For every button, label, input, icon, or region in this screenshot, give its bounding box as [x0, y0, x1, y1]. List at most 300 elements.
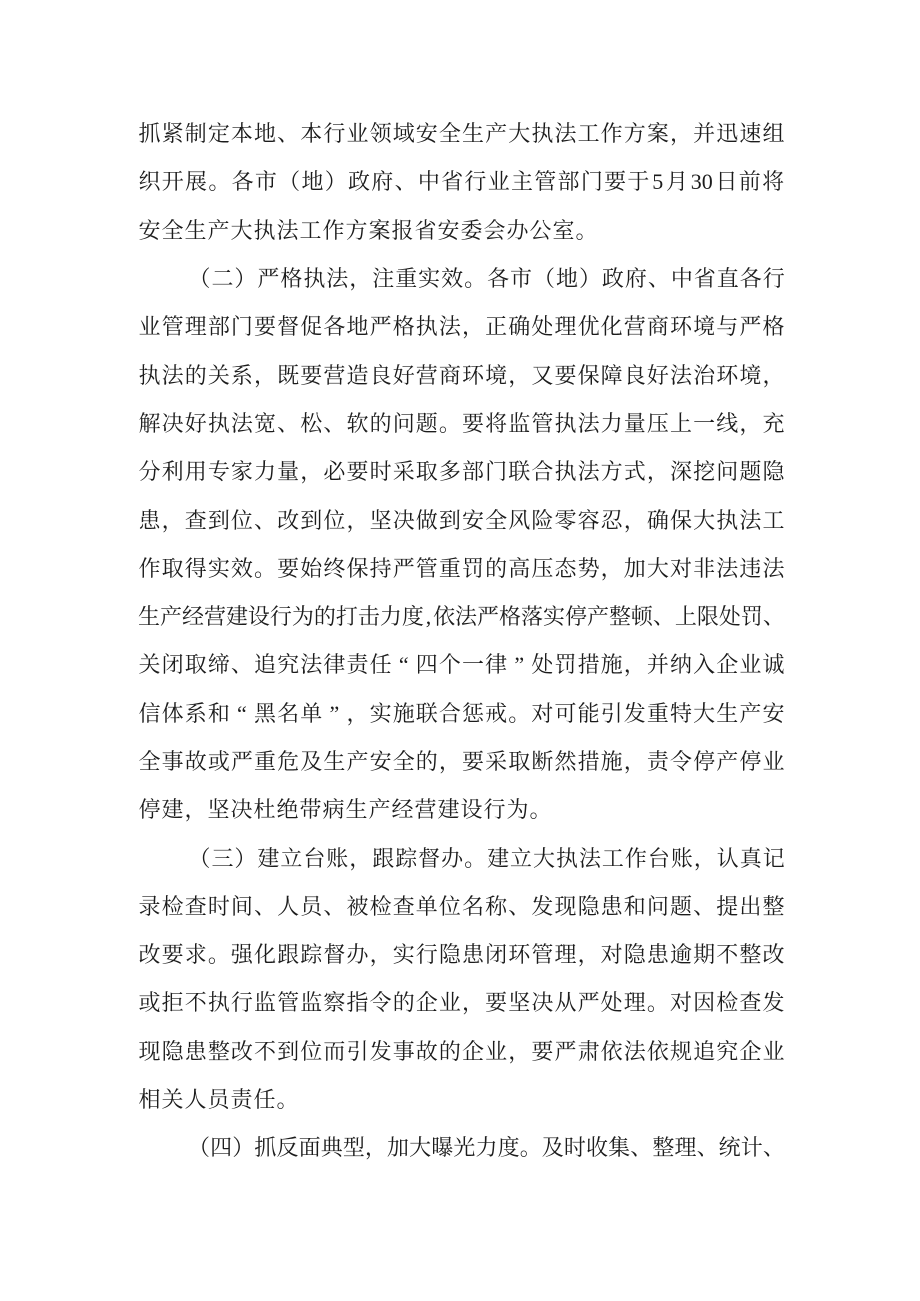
- character-cell: 重: [646, 700, 669, 726]
- character-cell: 停: [739, 749, 762, 774]
- character-cell: “: [398, 652, 409, 678]
- character-cell: 黑: [254, 700, 277, 726]
- character-cell: 严: [230, 749, 253, 774]
- character-cell: 全: [485, 507, 508, 533]
- character-cell: 产: [739, 700, 762, 726]
- character-cell: 事: [392, 1038, 415, 1064]
- character-cell: 营: [203, 604, 226, 630]
- text-line: [138, 931, 785, 979]
- text-line: [138, 1076, 785, 1124]
- character-cell: 企: [716, 652, 739, 678]
- character-cell: 案: [368, 217, 391, 243]
- character-cell: 与: [716, 314, 739, 340]
- character-cell: ，: [600, 555, 623, 581]
- character-cell: 紧: [161, 121, 184, 147]
- character-cell: 位: [230, 507, 253, 533]
- character-cell: 分: [138, 459, 161, 485]
- character-cell: 统: [718, 1135, 741, 1161]
- character-cell: 法: [554, 121, 577, 147]
- character-cell: 加: [623, 555, 646, 581]
- character-cell: 指: [346, 990, 369, 1016]
- character-cell: 理: [554, 314, 577, 340]
- character-cell: 四: [415, 652, 438, 678]
- character-cell: 企: [415, 990, 438, 1016]
- character-cell: 要: [300, 362, 323, 388]
- character-cell: 要: [604, 169, 627, 195]
- character-cell: 被: [346, 893, 369, 919]
- character-cell: 令: [670, 749, 693, 774]
- character-cell: 对: [670, 990, 693, 1016]
- character-cell: 。: [276, 1087, 299, 1113]
- character-cell: ，: [623, 749, 646, 774]
- text-line: [138, 496, 785, 544]
- character-cell: 采: [485, 749, 508, 774]
- character-cell: 到: [207, 507, 230, 533]
- character-cell: 追: [693, 1038, 716, 1064]
- character-cell: 产: [207, 217, 230, 243]
- character-cell: 安: [369, 749, 392, 774]
- character-cell: 执: [207, 410, 230, 436]
- character-cell: 相: [138, 1087, 161, 1113]
- character-cell: 执: [531, 121, 554, 147]
- character-cell: 击: [357, 604, 380, 630]
- character-cell: 执: [555, 845, 578, 871]
- character-cell: 立: [510, 845, 533, 871]
- character-cell: 合: [531, 459, 554, 485]
- character-cell: 领: [369, 121, 392, 147]
- character-cell: 安: [437, 217, 460, 243]
- character-cell: 坚: [508, 990, 531, 1016]
- character-cell: 严: [554, 1038, 577, 1064]
- character-cell: 措: [577, 749, 600, 774]
- text-line: [138, 400, 785, 448]
- character-cell: 产: [586, 604, 609, 630]
- character-cell: 风: [508, 507, 531, 533]
- text-line: [138, 593, 785, 641]
- character-cell: ，: [184, 797, 207, 823]
- character-cell: 要: [485, 990, 508, 1016]
- character-cell: 压: [646, 410, 669, 436]
- character-cell: 环: [462, 362, 485, 388]
- character-cell: 办: [346, 942, 369, 968]
- character-cell: ）: [578, 266, 601, 292]
- character-cell: 带: [299, 797, 322, 823]
- character-cell: 反: [276, 1135, 299, 1161]
- character-cell: 改: [230, 1038, 253, 1064]
- character-cell: 力: [475, 1135, 498, 1161]
- character-cell: 、: [277, 410, 300, 436]
- character-cell: 。: [529, 797, 552, 823]
- character-cell: 直: [716, 266, 739, 292]
- character-cell: 法: [161, 362, 184, 388]
- character-cell: 中: [417, 169, 440, 195]
- character-cell: 法: [300, 652, 323, 678]
- character-cell: 停: [693, 749, 716, 774]
- character-cell: 执: [415, 314, 438, 340]
- character-cell: 不: [716, 942, 739, 968]
- character-cell: 法: [670, 362, 693, 388]
- character-cell: 改: [762, 942, 785, 968]
- character-cell: 工: [299, 217, 322, 243]
- character-cell: 环: [716, 362, 739, 388]
- character-cell: 要: [346, 459, 369, 485]
- character-cell: 安: [762, 700, 785, 726]
- character-cell: 委: [460, 217, 483, 243]
- character-cell: 时: [563, 1135, 586, 1161]
- character-cell: 台: [303, 845, 326, 871]
- text-line: [138, 786, 785, 834]
- character-cell: 专: [207, 459, 230, 485]
- character-cell: ，: [462, 314, 485, 340]
- character-cell: 到: [438, 507, 461, 533]
- character-cell: 建: [161, 797, 184, 823]
- character-cell: 法: [230, 410, 253, 436]
- character-cell: 量: [623, 410, 646, 436]
- character-cell: 实: [392, 942, 415, 968]
- character-cell: 营: [323, 362, 346, 388]
- character-cell: 现: [554, 893, 577, 919]
- character-cell: 杜: [253, 797, 276, 823]
- character-cell: 可: [554, 700, 577, 726]
- character-cell: 或: [207, 749, 230, 774]
- character-cell: 追: [254, 652, 277, 678]
- character-cell: 部: [462, 459, 485, 485]
- character-cell: 取: [508, 749, 531, 774]
- character-cell: 纳: [670, 652, 693, 678]
- character-cell: 出: [739, 893, 762, 919]
- character-cell: 、: [230, 652, 253, 678]
- character-cell: 本: [230, 121, 253, 147]
- character-cell: 造: [346, 362, 369, 388]
- character-cell: 患: [646, 942, 669, 968]
- character-cell: ，: [646, 459, 669, 485]
- character-cell: 设: [247, 604, 270, 630]
- character-cell: 业: [438, 990, 461, 1016]
- character-cell: 查: [739, 990, 762, 1016]
- character-cell: 报: [391, 217, 414, 243]
- character-cell: 月: [665, 169, 688, 195]
- character-cell: 管: [277, 990, 300, 1016]
- character-cell: 实: [418, 266, 441, 292]
- character-cell: 做: [415, 507, 438, 533]
- character-cell: 上: [670, 410, 693, 436]
- text-line: [138, 738, 785, 786]
- character-cell: 充: [762, 410, 785, 436]
- character-cell: 将: [762, 169, 785, 195]
- character-cell: 各: [739, 266, 762, 292]
- character-cell: 。: [208, 169, 231, 195]
- character-cell: 拒: [161, 990, 184, 1016]
- character-cell: 对: [600, 942, 623, 968]
- character-cell: 注: [372, 266, 395, 292]
- character-cell: 要: [254, 314, 277, 340]
- character-cell: 发: [623, 700, 646, 726]
- character-cell: 、: [508, 893, 531, 919]
- character-cell: 全: [161, 217, 184, 243]
- character-cell: （: [188, 845, 211, 871]
- character-cell: 于: [627, 169, 650, 195]
- character-cell: 期: [693, 942, 716, 968]
- character-cell: 强: [230, 942, 253, 968]
- character-cell: 位: [323, 507, 346, 533]
- character-cell: 势: [577, 555, 600, 581]
- character-cell: 府: [624, 266, 647, 292]
- character-cell: 、: [762, 1135, 785, 1161]
- character-cell: 境: [693, 314, 716, 340]
- character-cell: 处: [531, 314, 554, 340]
- character-cell: 检: [161, 893, 184, 919]
- character-cell: 法: [578, 845, 601, 871]
- character-cell: 市: [254, 169, 277, 195]
- character-cell: 三: [211, 845, 234, 871]
- character-cell: 建: [487, 845, 510, 871]
- character-cell: 门: [580, 169, 603, 195]
- character-cell: 执: [207, 990, 230, 1016]
- character-cell: 查: [184, 893, 207, 919]
- character-cell: 管: [415, 555, 438, 581]
- character-cell: 、: [630, 1135, 653, 1161]
- character-cell: 持: [369, 555, 392, 581]
- character-cell: 保: [346, 555, 369, 581]
- character-cell: 施: [600, 652, 623, 678]
- character-cell: 业: [487, 169, 510, 195]
- character-cell: 的: [184, 362, 207, 388]
- character-cell: 问: [716, 459, 739, 485]
- character-cell: 法: [577, 410, 600, 436]
- character-cell: 坚: [207, 797, 230, 823]
- character-cell: 察: [323, 990, 346, 1016]
- character-cell: 既: [277, 362, 300, 388]
- character-cell: 法: [577, 459, 600, 485]
- character-cell: 商: [438, 362, 461, 388]
- character-cell: 监: [300, 990, 323, 1016]
- character-cell: 现: [138, 1038, 161, 1064]
- character-cell: 作: [322, 217, 345, 243]
- character-cell: 良: [623, 362, 646, 388]
- character-cell: 督: [277, 314, 300, 340]
- character-cell: ，: [693, 845, 716, 871]
- character-cell: 力: [379, 604, 402, 630]
- character-cell: 中: [670, 266, 693, 292]
- character-cell: （: [533, 266, 556, 292]
- text-line: [138, 303, 785, 351]
- character-cell: 安: [415, 121, 438, 147]
- character-cell: 题: [739, 459, 762, 485]
- character-cell: 系: [184, 700, 207, 726]
- character-cell: 法: [623, 1038, 646, 1064]
- character-cell: 执: [554, 459, 577, 485]
- character-cell: 、: [647, 266, 670, 292]
- character-cell: 缔: [207, 652, 230, 678]
- character-cell: 到: [277, 1038, 300, 1064]
- character-cell: 时: [207, 893, 230, 919]
- text-line: [138, 158, 785, 206]
- character-cell: 账: [326, 845, 349, 871]
- character-cell: 打: [335, 604, 358, 630]
- character-cell: 求: [184, 942, 207, 968]
- character-cell: 的: [313, 604, 336, 630]
- character-cell: 整: [207, 1038, 230, 1064]
- character-cell: 处: [718, 604, 741, 630]
- character-cell: ，: [364, 1135, 387, 1161]
- character-cell: ，: [508, 362, 531, 388]
- character-cell: 及: [541, 1135, 564, 1161]
- character-cell: 名: [462, 893, 485, 919]
- character-cell: 隐: [438, 942, 461, 968]
- character-cell: 责: [646, 749, 669, 774]
- character-cell: 人: [277, 893, 300, 919]
- character-cell: 市: [510, 266, 533, 292]
- character-cell: ，: [349, 845, 372, 871]
- character-cell: 惩: [462, 700, 485, 726]
- character-cell: 速: [739, 121, 762, 147]
- character-cell: 。: [464, 266, 487, 292]
- character-cell: 罚: [462, 555, 485, 581]
- character-cell: 度: [401, 604, 424, 630]
- character-cell: 用: [184, 459, 207, 485]
- character-cell: 名: [277, 700, 300, 726]
- character-cell: 限: [696, 604, 719, 630]
- character-cell: 实: [542, 604, 565, 630]
- character-cell: 又: [531, 362, 554, 388]
- character-cell: 诚: [762, 652, 785, 678]
- character-cell: 域: [392, 121, 415, 147]
- character-cell: 压: [531, 555, 554, 581]
- character-cell: 依: [646, 1038, 669, 1064]
- character-cell: 和: [207, 700, 230, 726]
- character-cell: 要: [161, 942, 184, 968]
- character-cell: 室: [552, 217, 575, 243]
- character-cell: 执: [716, 507, 739, 533]
- character-cell: 生: [716, 700, 739, 726]
- character-cell: 并: [693, 121, 716, 147]
- character-cell: 线: [716, 410, 739, 436]
- character-cell: 、: [323, 893, 346, 919]
- character-cell: 。: [646, 990, 669, 1016]
- character-cell: 执: [138, 362, 161, 388]
- character-cell: 特: [670, 700, 693, 726]
- character-cell: 忍: [600, 507, 623, 533]
- character-cell: 位: [300, 1038, 323, 1064]
- character-cell: 方: [623, 121, 646, 147]
- character-cell: 理: [623, 990, 646, 1016]
- character-cell: 停: [138, 797, 161, 823]
- character-cell: 。: [207, 942, 230, 968]
- character-cell: ，: [462, 990, 485, 1016]
- character-cell: 集: [608, 1135, 631, 1161]
- character-cell: 利: [161, 459, 184, 485]
- character-cell: 题: [415, 410, 438, 436]
- character-cell: 督: [323, 942, 346, 968]
- character-cell: 规: [670, 1038, 693, 1064]
- character-cell: 施: [600, 749, 623, 774]
- character-cell: 格: [762, 314, 785, 340]
- character-cell: 方: [600, 459, 623, 485]
- character-cell: 格: [392, 314, 415, 340]
- character-cell: 力: [254, 459, 277, 485]
- character-cell: 好: [184, 410, 207, 436]
- character-cell: 营: [414, 797, 437, 823]
- character-cell: 重: [438, 555, 461, 581]
- character-cell: 监: [508, 410, 531, 436]
- character-cell: 好: [392, 362, 415, 388]
- character-cell: 解: [138, 410, 161, 436]
- character-cell: ，: [623, 507, 646, 533]
- character-cell: 取: [415, 459, 438, 485]
- text-line: [138, 448, 785, 496]
- character-cell: 为: [291, 604, 314, 630]
- character-cell: 入: [693, 652, 716, 678]
- character-cell: ，: [369, 942, 392, 968]
- character-cell: 开: [161, 169, 184, 195]
- character-cell: 业: [138, 314, 161, 340]
- character-cell: 。: [508, 700, 531, 726]
- character-cell: 工: [601, 845, 624, 871]
- character-cell: 病: [322, 797, 345, 823]
- character-cell: 作: [624, 845, 647, 871]
- character-cell: 要: [554, 362, 577, 388]
- character-cell: 必: [323, 459, 346, 485]
- character-cell: 要: [531, 1038, 554, 1064]
- character-cell: ，: [739, 410, 762, 436]
- character-cell: 部: [557, 169, 580, 195]
- character-cell: 计: [740, 1135, 763, 1161]
- character-cell: 前: [738, 169, 761, 195]
- character-cell: 依: [600, 1038, 623, 1064]
- character-cell: 度: [497, 1135, 520, 1161]
- character-cell: 执: [303, 266, 326, 292]
- character-cell: 大: [533, 845, 556, 871]
- character-cell: 体: [161, 700, 184, 726]
- character-cell: 生: [138, 604, 161, 630]
- character-cell: 险: [531, 507, 554, 533]
- text-line: [138, 207, 785, 255]
- character-cell: 式: [623, 459, 646, 485]
- character-cell: 到: [300, 507, 323, 533]
- character-cell: 、: [323, 410, 346, 436]
- character-cell: 决: [230, 797, 253, 823]
- character-cell: 关: [138, 652, 161, 678]
- character-cell: 严: [369, 314, 392, 340]
- character-cell: 关: [161, 1087, 184, 1113]
- character-cell: 发: [762, 990, 785, 1016]
- character-cell: 的: [415, 749, 438, 774]
- character-cell: 律: [485, 652, 508, 678]
- character-cell: 法: [276, 217, 299, 243]
- character-cell: 处: [531, 652, 554, 678]
- character-cell: 整: [762, 893, 785, 919]
- character-cell: 经: [181, 604, 204, 630]
- character-cell: 办: [506, 217, 529, 243]
- character-cell: 决: [161, 410, 184, 436]
- character-cell: 录: [138, 893, 161, 919]
- character-cell: 化: [600, 314, 623, 340]
- character-cell: 迅: [716, 121, 739, 147]
- character-cell: 非: [693, 555, 716, 581]
- character-cell: 问: [392, 410, 415, 436]
- character-cell: 5: [652, 169, 664, 195]
- character-cell: 业: [762, 1038, 785, 1064]
- character-cell: 法: [716, 555, 739, 581]
- character-cell: ，: [346, 700, 369, 726]
- character-cell: 要: [277, 555, 300, 581]
- character-cell: 确: [646, 507, 669, 533]
- character-cell: 方: [345, 217, 368, 243]
- character-cell: ，: [300, 459, 323, 485]
- character-cell: 政: [601, 266, 624, 292]
- character-cell: 的: [438, 1038, 461, 1064]
- character-cell: 落: [521, 604, 544, 630]
